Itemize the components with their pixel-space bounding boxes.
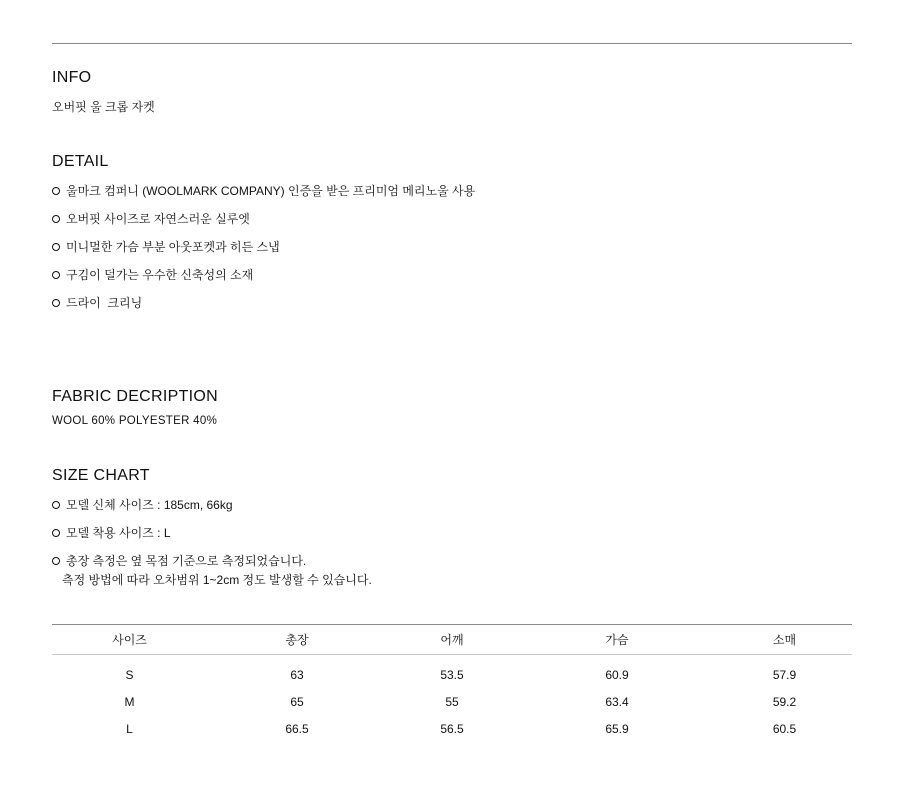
table-cell: 65 — [290, 694, 304, 709]
table-cell: L — [126, 721, 133, 736]
table-cell: S — [125, 667, 134, 682]
table-cell: 63.4 — [605, 694, 629, 709]
detail-item: 울마크 컴퍼니 (WOOLMARK COMPANY) 인증을 받은 프리미엄 메리노울 사용 — [52, 182, 475, 199]
bullet-circle-icon — [52, 501, 60, 509]
table-cell: 53.5 — [440, 667, 464, 682]
table-header-row — [52, 625, 852, 655]
bullet-circle-icon — [52, 243, 60, 251]
detail-heading: DETAIL — [52, 153, 109, 170]
detail-item: 구김이 덜가는 우수한 신축성의 소재 — [52, 266, 253, 283]
header-shoulder: 어깨 — [387, 625, 517, 655]
bullet-circle-icon — [52, 557, 60, 565]
fabric-heading: FABRIC DECRIPTION — [52, 388, 219, 405]
table-cell: 60.5 — [772, 721, 797, 736]
detail-item: 미니멀한 가슴 부분 아웃포켓과 히든 스냅 — [52, 238, 280, 255]
table-cell: 66.5 — [285, 721, 309, 736]
table-cell: 55 — [445, 694, 459, 709]
bullet-circle-icon — [52, 187, 60, 195]
header-sleeve: 소매 — [717, 625, 852, 655]
table-row — [52, 655, 852, 689]
table-cell: 60.9 — [605, 667, 629, 682]
table-cell: 59.2 — [772, 694, 797, 709]
top-divider — [52, 43, 852, 44]
size-note: 모델 착용 사이즈 : L — [52, 524, 171, 541]
size-table — [52, 624, 852, 742]
table-cell: 57.9 — [772, 667, 797, 682]
size-note: 총장 측정은 옆 목점 기준으로 측정되었습니다. 측정 방법에 따라 오차범위 1~2cm 정도 발생할 수 있습니다. — [52, 552, 372, 588]
header-length: 총장 — [207, 625, 387, 655]
detail-item: 오버핏 사이즈로 자연스러운 실루엣 — [52, 210, 250, 227]
bullet-circle-icon — [52, 299, 60, 307]
size-note-continuation: 측정 방법에 따라 오차범위 1~2cm 정도 발생할 수 있습니다. — [62, 573, 372, 587]
header-size: 사이즈 — [52, 625, 207, 655]
table-cell: 56.5 — [440, 721, 464, 736]
header-chest: 가슴 — [517, 625, 717, 655]
product-name: 오버핏 울 크롭 자켓 — [52, 100, 155, 114]
bullet-circle-icon — [52, 271, 60, 279]
size-note: 모델 신체 사이즈 : 185cm, 66kg — [52, 496, 233, 513]
table-cell: M — [124, 694, 135, 709]
size-chart-heading: SIZE CHART — [52, 467, 150, 484]
detail-item: 드라이 크리닝 — [52, 294, 142, 311]
bullet-circle-icon — [52, 529, 60, 537]
bullet-circle-icon — [52, 215, 60, 223]
info-heading: INFO — [52, 69, 92, 86]
table-row — [52, 688, 852, 715]
table-row — [52, 715, 852, 742]
table-cell: 65.9 — [605, 721, 629, 736]
table-cell: 63 — [290, 667, 304, 682]
fabric-composition: WOOL 60% POLYESTER 40% — [52, 415, 218, 427]
